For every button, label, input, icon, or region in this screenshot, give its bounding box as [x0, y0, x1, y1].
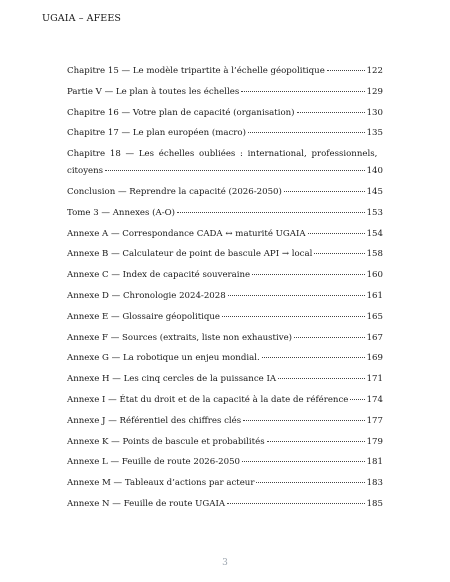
dot-leader: [177, 212, 365, 213]
toc-entry-title: Partie V — Le plan à toutes les échelles: [67, 86, 240, 97]
dot-leader: [227, 503, 364, 504]
toc-entry-page: 122: [366, 66, 383, 76]
toc-entry: [67, 457, 383, 468]
dot-leader: [350, 399, 364, 400]
page-number: 3: [222, 558, 228, 568]
dot-leader: [278, 378, 365, 379]
toc-entry-page: 158: [366, 249, 383, 260]
toc-entry-title: Annexe K — Points de bascule et probabilités: [67, 436, 265, 447]
toc-entry-title: Tome 3 — Annexes (A-O): [67, 207, 176, 218]
toc-entry-title: Annexe M — Tableaux d’actions par acteur: [67, 478, 255, 489]
toc-entry-page: 179: [366, 436, 383, 447]
toc-entry-title: Annexe H — Les cinq cercles de la puissance IA: [67, 374, 277, 385]
dot-leader: [284, 191, 365, 192]
toc-entry-page: 165: [366, 311, 383, 322]
toc-entry-page: 169: [366, 353, 383, 364]
toc-entry-title-continued: citoyens: [67, 166, 104, 177]
toc-entry-multiline: [67, 149, 383, 177]
toc-entry-page: 129: [366, 86, 383, 97]
toc-entry-title: Conclusion — Reprendre la capacité (2026-2050): [67, 186, 282, 197]
dot-leader: [242, 461, 365, 462]
dot-leader: [252, 274, 364, 275]
toc-entry: [67, 208, 383, 219]
toc-entry-title: Annexe C — Index de capacité souveraine: [67, 270, 251, 281]
toc-entry-page: 140: [366, 166, 383, 177]
toc-entry-page: 130: [366, 107, 383, 118]
toc-entry-page: 174: [366, 394, 383, 405]
toc-entry: [67, 333, 383, 344]
dot-leader: [105, 170, 365, 171]
dot-leader: [262, 357, 365, 358]
toc-entry-title: Annexe A — Correspondance CADA ↔ maturité UGAIA: [67, 228, 306, 239]
toc-entry-page: 167: [366, 332, 383, 343]
toc-entry: [67, 87, 383, 98]
toc-entry: [67, 128, 383, 139]
toc-entry-title: Chapitre 15 — Le modèle tripartite à l’échelle géopolitique: [67, 66, 325, 76]
toc-entry: [67, 478, 383, 489]
dot-leader: [248, 132, 365, 133]
toc-entry: [67, 416, 383, 427]
toc-entry: [67, 353, 383, 364]
toc-entry: [67, 395, 383, 406]
toc-entry-title: Annexe J — Référentiel des chiffres clés: [67, 415, 242, 426]
toc-entry-title: Annexe F — Sources (extraits, liste non exhaustive): [67, 332, 293, 343]
dot-leader: [327, 70, 365, 71]
dot-leader: [228, 295, 365, 296]
dot-leader: [308, 233, 365, 234]
dot-leader: [267, 441, 365, 442]
dot-leader: [297, 112, 365, 113]
toc-entry-page: 183: [366, 478, 383, 489]
toc-entry: [67, 270, 383, 281]
toc-entry: [67, 312, 383, 323]
toc-entry-title: Annexe L — Feuille de route 2026-2050: [67, 457, 241, 468]
toc-entry-title: Chapitre 16 — Votre plan de capacité (organisation): [67, 107, 295, 118]
toc-entry: [67, 108, 383, 119]
toc-entry-page: 185: [366, 498, 383, 509]
toc-entry: [67, 249, 383, 260]
toc-entry-page: 160: [366, 270, 383, 281]
table-of-contents: [67, 66, 383, 520]
toc-entry-page: 181: [366, 457, 383, 468]
toc-entry-page: 153: [366, 207, 383, 218]
dot-leader: [294, 337, 365, 338]
dot-leader: [222, 316, 365, 317]
toc-entry: [67, 374, 383, 385]
toc-entry-page: 171: [366, 374, 383, 385]
toc-entry-title: Annexe D — Chronologie 2024-2028: [67, 290, 226, 301]
toc-entry-page: 154: [366, 228, 383, 239]
toc-entry-page: 177: [366, 415, 383, 426]
dot-leader: [314, 253, 364, 254]
dot-leader: [241, 91, 364, 92]
toc-entry-title: Annexe E — Glossaire géopolitique: [67, 311, 221, 322]
toc-entry: [67, 437, 383, 448]
toc-entry-title: Annexe I — État du droit et de la capacité à la date de référence: [67, 394, 349, 405]
toc-entry: [67, 229, 383, 240]
toc-entry: [67, 66, 383, 77]
running-header: UGAIA – AFEES: [42, 13, 121, 24]
dot-leader: [243, 420, 364, 421]
toc-entry-title: Annexe N — Feuille de route UGAIA: [67, 498, 226, 509]
toc-entry-title: Annexe B — Calculateur de point de bascule API → local: [67, 249, 313, 260]
toc-entry: [67, 499, 383, 510]
toc-entry-title: Chapitre 18 — Les échelles oubliées : international, professionnels,: [67, 149, 378, 160]
dot-leader: [256, 482, 364, 483]
toc-entry: [67, 187, 383, 198]
toc-entry: [67, 291, 383, 302]
toc-entry-page: 145: [366, 186, 383, 197]
toc-entry-page: 135: [366, 128, 383, 139]
toc-entry-title: Chapitre 17 — Le plan européen (macro): [67, 128, 246, 139]
toc-entry-title: Annexe G — La robotique un enjeu mondial.: [67, 353, 260, 364]
toc-entry-page: 161: [366, 290, 383, 301]
